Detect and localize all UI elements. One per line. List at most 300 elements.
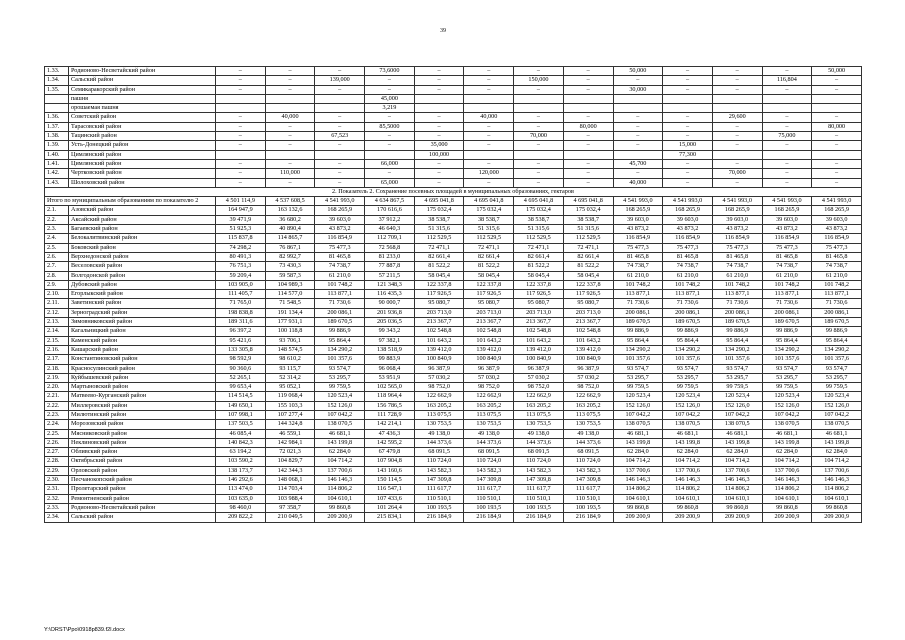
- row-number: 2.11.: [45, 299, 69, 308]
- value-cell: –: [216, 178, 266, 187]
- value-cell: –: [712, 67, 762, 76]
- value-cell: 95 080,7: [514, 299, 564, 308]
- value-cell: –: [762, 178, 812, 187]
- value-cell: –: [216, 76, 266, 85]
- value-cell: –: [762, 159, 812, 168]
- value-cell: 200 086,1: [663, 308, 713, 317]
- value-cell: 103 905,0: [216, 280, 266, 289]
- value-cell: 120 523,4: [762, 392, 812, 401]
- value-cell: 53 295,7: [812, 373, 862, 382]
- value-cell: –: [613, 169, 663, 178]
- value-cell: 96 387,9: [563, 364, 613, 373]
- value-cell: 144 373,6: [414, 438, 464, 447]
- district-name: Пролетарский район: [69, 485, 216, 494]
- table-row: [45, 113, 862, 122]
- table-row: [45, 76, 862, 85]
- value-cell: –: [613, 76, 663, 85]
- district-name: Зерноградский район: [69, 308, 216, 317]
- value-cell: 80,000: [563, 122, 613, 131]
- value-cell: 75,000: [762, 132, 812, 141]
- district-name: Морозовский район: [69, 420, 216, 429]
- value-cell: 50,000: [812, 67, 862, 76]
- value-cell: 98 752,0: [514, 383, 564, 392]
- row-number: 2.1.: [45, 206, 69, 215]
- value-cell: 134 290,2: [663, 345, 713, 354]
- value-cell: 99 886,9: [663, 327, 713, 336]
- value-cell: 75 477,3: [712, 243, 762, 252]
- value-cell: 143 199,8: [762, 438, 812, 447]
- table-row: [45, 513, 862, 522]
- value-cell: 46 085,4: [216, 429, 266, 438]
- value-cell: –: [464, 122, 514, 131]
- value-cell: 95 080,7: [464, 299, 514, 308]
- value-cell: [613, 94, 663, 103]
- value-cell: 113 877,1: [712, 290, 762, 299]
- value-cell: –: [762, 141, 812, 150]
- value-cell: –: [265, 122, 315, 131]
- value-cell: 93 574,7: [762, 364, 812, 373]
- value-cell: 49 138,0: [514, 429, 564, 438]
- value-cell: 121 348,3: [365, 280, 415, 289]
- value-cell: 70,000: [514, 132, 564, 141]
- data-table: [44, 66, 862, 523]
- value-cell: 113 075,5: [514, 410, 564, 419]
- value-cell: 62 284,0: [315, 448, 365, 457]
- row-number: 1.40.: [45, 150, 69, 159]
- value-cell: 61 210,0: [663, 271, 713, 280]
- value-cell: 111 617,7: [563, 485, 613, 494]
- value-cell: 144 373,6: [464, 438, 514, 447]
- value-cell: 62 284,0: [663, 448, 713, 457]
- value-cell: 148 068,1: [265, 476, 315, 485]
- value-cell: 75 477,3: [812, 243, 862, 252]
- value-cell: 39 603,0: [812, 215, 862, 224]
- value-cell: –: [563, 141, 613, 150]
- value-cell: –: [762, 113, 812, 122]
- value-cell: 142 984,1: [265, 438, 315, 447]
- value-cell: –: [365, 113, 415, 122]
- value-cell: 104 714,2: [663, 457, 713, 466]
- value-cell: 95 421,6: [216, 336, 266, 345]
- table-row: [45, 345, 862, 354]
- value-cell: 139 412,0: [464, 345, 514, 354]
- row-number: [45, 94, 69, 103]
- value-cell: 163 205,2: [514, 401, 564, 410]
- value-cell: 137 700,6: [712, 466, 762, 475]
- value-cell: 107 042,2: [613, 410, 663, 419]
- value-cell: –: [812, 141, 862, 150]
- value-cell: 113 075,5: [464, 410, 514, 419]
- value-cell: –: [265, 67, 315, 76]
- value-cell: 152 126,0: [712, 401, 762, 410]
- value-cell: [663, 94, 713, 103]
- value-cell: 143 582,3: [414, 466, 464, 475]
- value-cell: 112 529,5: [414, 234, 464, 243]
- value-cell: 70,000: [712, 169, 762, 178]
- value-cell: 116 854,9: [613, 234, 663, 243]
- value-cell: 99 860,8: [762, 503, 812, 512]
- total-value: 4 501 114,9: [216, 197, 266, 206]
- value-cell: 175 032,4: [464, 206, 514, 215]
- value-cell: [663, 104, 713, 113]
- value-cell: 120,000: [464, 169, 514, 178]
- row-number: 2.10.: [45, 290, 69, 299]
- value-cell: –: [464, 178, 514, 187]
- value-cell: 95 052,1: [265, 383, 315, 392]
- total-value: 4 541 993,0: [712, 197, 762, 206]
- value-cell: 85,5000: [365, 122, 415, 131]
- value-cell: –: [663, 132, 713, 141]
- district-name: Аксайский район: [69, 215, 216, 224]
- value-cell: –: [365, 132, 415, 141]
- value-cell: 52 265,1: [216, 373, 266, 382]
- value-cell: –: [365, 76, 415, 85]
- value-cell: 57 030,2: [563, 373, 613, 382]
- value-cell: 95 864,4: [315, 336, 365, 345]
- value-cell: –: [663, 159, 713, 168]
- value-cell: 104 610,1: [812, 494, 862, 503]
- value-cell: 96 387,9: [514, 364, 564, 373]
- value-cell: 120 523,4: [613, 392, 663, 401]
- value-cell: 49 138,0: [464, 429, 514, 438]
- value-cell: 142 214,1: [365, 420, 415, 429]
- value-cell: 100 840,9: [563, 355, 613, 364]
- value-cell: –: [315, 159, 365, 168]
- value-cell: 138 518,9: [365, 345, 415, 354]
- row-number: 2.4.: [45, 234, 69, 243]
- value-cell: 95 864,4: [613, 336, 663, 345]
- value-cell: 46 681,1: [315, 429, 365, 438]
- value-cell: 209 200,9: [762, 513, 812, 522]
- value-cell: 198 838,8: [216, 308, 266, 317]
- value-cell: [812, 150, 862, 159]
- value-cell: 122 662,9: [514, 392, 564, 401]
- value-cell: [762, 94, 812, 103]
- value-cell: 177 931,1: [265, 318, 315, 327]
- value-cell: 57 030,2: [464, 373, 514, 382]
- value-cell: 98 460,0: [216, 503, 266, 512]
- value-cell: 62 284,0: [613, 448, 663, 457]
- value-cell: 122 337,8: [563, 280, 613, 289]
- value-cell: 57 030,2: [514, 373, 564, 382]
- value-cell: 147 309,8: [414, 476, 464, 485]
- value-cell: –: [414, 122, 464, 131]
- value-cell: 138 173,7: [216, 466, 266, 475]
- table-row: [45, 290, 862, 299]
- value-cell: –: [464, 141, 514, 150]
- row-number: 2.8.: [45, 271, 69, 280]
- value-cell: 93 574,7: [315, 364, 365, 373]
- value-cell: 143 199,8: [812, 438, 862, 447]
- value-cell: 80,000: [812, 122, 862, 131]
- district-name: Кашарский район: [69, 345, 216, 354]
- row-number: 2.15.: [45, 336, 69, 345]
- value-cell: [464, 150, 514, 159]
- value-cell: 122 662,9: [464, 392, 514, 401]
- value-cell: –: [315, 178, 365, 187]
- value-cell: –: [464, 132, 514, 141]
- value-cell: 93 706,1: [265, 336, 315, 345]
- value-cell: 152 126,0: [663, 401, 713, 410]
- value-cell: 113 877,1: [663, 290, 713, 299]
- table-row: [45, 280, 862, 289]
- row-number: 1.43.: [45, 178, 69, 187]
- value-cell: 101 748,2: [812, 280, 862, 289]
- value-cell: 200 086,1: [712, 308, 762, 317]
- value-cell: 99 343,2: [365, 327, 415, 336]
- value-cell: 113 075,5: [563, 410, 613, 419]
- value-cell: 95 864,4: [712, 336, 762, 345]
- value-cell: 74 738,7: [712, 262, 762, 271]
- value-cell: [315, 94, 365, 103]
- value-cell: 203 713,0: [514, 308, 564, 317]
- value-cell: 72 471,1: [563, 243, 613, 252]
- value-cell: 99 759,5: [812, 383, 862, 392]
- value-cell: 137 700,6: [613, 466, 663, 475]
- table-row: [45, 85, 862, 94]
- value-cell: 143 199,8: [663, 438, 713, 447]
- total-value: 4 695 041,8: [414, 197, 464, 206]
- value-cell: 47 436,3: [365, 429, 415, 438]
- value-cell: 110 510,1: [414, 494, 464, 503]
- value-cell: 152 126,0: [315, 401, 365, 410]
- value-cell: 107 042,2: [712, 410, 762, 419]
- value-cell: 81 465,8: [812, 252, 862, 261]
- district-name: Заветинский район: [69, 299, 216, 308]
- value-cell: 111 617,7: [414, 485, 464, 494]
- value-cell: 143 199,8: [613, 438, 663, 447]
- value-cell: 53 295,7: [762, 373, 812, 382]
- row-number: 2.29.: [45, 466, 69, 475]
- row-number: 2.2.: [45, 215, 69, 224]
- value-cell: 138 070,5: [613, 420, 663, 429]
- value-cell: –: [216, 67, 266, 76]
- value-cell: 53 295,7: [613, 373, 663, 382]
- table-row: [45, 438, 862, 447]
- table-row: [45, 410, 862, 419]
- value-cell: –: [812, 159, 862, 168]
- value-cell: 61 210,0: [812, 271, 862, 280]
- value-cell: 137 700,6: [663, 466, 713, 475]
- value-cell: 90 000,7: [365, 299, 415, 308]
- value-cell: 98 752,0: [414, 383, 464, 392]
- value-cell: 61 210,0: [613, 271, 663, 280]
- value-cell: 175 032,4: [514, 206, 564, 215]
- value-cell: 191 134,4: [265, 308, 315, 317]
- value-cell: [265, 150, 315, 159]
- value-cell: [712, 94, 762, 103]
- value-cell: 168 265,9: [712, 206, 762, 215]
- table-row: [45, 271, 862, 280]
- value-cell: 99 886,9: [712, 327, 762, 336]
- row-number: 2.32.: [45, 494, 69, 503]
- value-cell: 71 730,6: [812, 299, 862, 308]
- value-cell: –: [414, 132, 464, 141]
- value-cell: [812, 94, 862, 103]
- value-cell: 104 714,2: [315, 457, 365, 466]
- value-cell: 107 042,2: [663, 410, 713, 419]
- value-cell: 114 806,2: [712, 485, 762, 494]
- value-cell: 200 086,1: [812, 308, 862, 317]
- value-cell: 143 582,3: [563, 466, 613, 475]
- value-cell: [265, 104, 315, 113]
- table-row: [45, 420, 862, 429]
- value-cell: 71 765,0: [216, 299, 266, 308]
- value-cell: 30,000: [613, 85, 663, 94]
- value-cell: 110 724,0: [514, 457, 564, 466]
- value-cell: 39 603,0: [712, 215, 762, 224]
- value-cell: 107 042,2: [315, 410, 365, 419]
- value-cell: 3,219: [365, 104, 415, 113]
- value-cell: 100 118,8: [265, 327, 315, 336]
- value-cell: 102 548,8: [414, 327, 464, 336]
- table-row: [45, 336, 862, 345]
- value-cell: 144 373,6: [514, 438, 564, 447]
- row-number: 2.22.: [45, 401, 69, 410]
- district-name: Мартыновский район: [69, 383, 216, 392]
- district-name: Азовский район: [69, 206, 216, 215]
- total-value: 4 634 867,5: [365, 197, 415, 206]
- value-cell: 168 265,9: [762, 206, 812, 215]
- value-cell: 35,000: [414, 141, 464, 150]
- value-cell: 76 751,3: [216, 262, 266, 271]
- value-cell: –: [762, 67, 812, 76]
- value-cell: 45,700: [613, 159, 663, 168]
- value-cell: 120 523,4: [812, 392, 862, 401]
- value-cell: –: [712, 159, 762, 168]
- value-cell: 49 138,0: [563, 429, 613, 438]
- table-row: [45, 308, 862, 317]
- value-cell: 139 412,0: [563, 345, 613, 354]
- value-cell: –: [563, 67, 613, 76]
- value-cell: 95 864,4: [663, 336, 713, 345]
- value-cell: 189 670,5: [812, 318, 862, 327]
- value-cell: 101 643,2: [563, 336, 613, 345]
- value-cell: [762, 104, 812, 113]
- value-cell: –: [265, 159, 315, 168]
- value-cell: 114 806,2: [315, 485, 365, 494]
- value-cell: 209 200,9: [812, 513, 862, 522]
- total-value: 4 541 993,0: [613, 197, 663, 206]
- value-cell: 81 522,2: [464, 262, 514, 271]
- value-cell: 72 021,3: [265, 448, 315, 457]
- value-cell: 38 538,7: [563, 215, 613, 224]
- section-title: 2. Показатель 2. Сохранение посевных площадей в муниципальных образованиях, гектаров: [45, 187, 862, 196]
- value-cell: 45,000: [365, 94, 415, 103]
- district-name: Семикаракорский район: [69, 85, 216, 94]
- total-value: 4 695 041,8: [514, 197, 564, 206]
- value-cell: 97 382,1: [365, 336, 415, 345]
- value-cell: 99 886,9: [762, 327, 812, 336]
- value-cell: 104 610,1: [663, 494, 713, 503]
- value-cell: 93 574,7: [712, 364, 762, 373]
- section-title-row: [45, 187, 862, 196]
- district-name: Егорлыкский район: [69, 290, 216, 299]
- value-cell: –: [414, 67, 464, 76]
- value-cell: 36 680,2: [265, 215, 315, 224]
- value-cell: [464, 94, 514, 103]
- value-cell: 104 610,1: [613, 494, 663, 503]
- value-cell: 130 753,5: [563, 420, 613, 429]
- row-number: 2.19.: [45, 373, 69, 382]
- value-cell: 104 829,7: [265, 457, 315, 466]
- value-cell: 68 091,5: [514, 448, 564, 457]
- value-cell: 111 728,9: [365, 410, 415, 419]
- value-cell: [414, 104, 464, 113]
- district-name: Ремонтненский район: [69, 494, 216, 503]
- value-cell: [365, 150, 415, 159]
- district-name: Дубовский район: [69, 280, 216, 289]
- value-cell: 57 211,5: [365, 271, 415, 280]
- value-cell: 116,804: [762, 76, 812, 85]
- value-cell: 71 730,6: [663, 299, 713, 308]
- value-cell: 148 574,5: [265, 345, 315, 354]
- value-cell: 81 465,8: [613, 252, 663, 261]
- value-cell: 189 670,5: [663, 318, 713, 327]
- value-cell: 150 114,5: [365, 476, 415, 485]
- value-cell: 107 433,6: [365, 494, 415, 503]
- value-cell: –: [315, 122, 365, 131]
- value-cell: 100 193,5: [563, 503, 613, 512]
- value-cell: 111 617,7: [514, 485, 564, 494]
- table-row: [45, 485, 862, 494]
- value-cell: 100 840,9: [414, 355, 464, 364]
- value-cell: 163 205,2: [563, 401, 613, 410]
- value-cell: 175 032,4: [563, 206, 613, 215]
- value-cell: 122 337,8: [414, 280, 464, 289]
- table-row: [45, 150, 862, 159]
- value-cell: 122 337,8: [464, 280, 514, 289]
- value-cell: –: [315, 113, 365, 122]
- value-cell: 75 477,3: [613, 243, 663, 252]
- value-cell: 101 643,2: [514, 336, 564, 345]
- value-cell: 74 738,7: [812, 262, 862, 271]
- value-cell: 110 724,0: [563, 457, 613, 466]
- value-cell: 112 529,5: [563, 234, 613, 243]
- table-row: [45, 401, 862, 410]
- value-cell: 99 860,8: [315, 503, 365, 512]
- value-cell: –: [812, 178, 862, 187]
- value-cell: 134 290,2: [762, 345, 812, 354]
- value-cell: 119 068,4: [265, 392, 315, 401]
- value-cell: 96 387,9: [464, 364, 514, 373]
- value-cell: 134 290,2: [315, 345, 365, 354]
- value-cell: 163 205,2: [464, 401, 514, 410]
- value-cell: 114 703,4: [265, 485, 315, 494]
- value-cell: 114 806,2: [762, 485, 812, 494]
- value-cell: 99 759,5: [315, 383, 365, 392]
- value-cell: 116 547,1: [365, 485, 415, 494]
- table-row: [45, 503, 862, 512]
- value-cell: 46 559,1: [265, 429, 315, 438]
- total-label: Итого по муниципальным образованиям по показателю 2: [45, 197, 216, 206]
- value-cell: 74 738,7: [315, 262, 365, 271]
- value-cell: –: [712, 85, 762, 94]
- district-name: Веселовский район: [69, 262, 216, 271]
- value-cell: 46 681,1: [663, 429, 713, 438]
- value-cell: 99 860,8: [613, 503, 663, 512]
- value-cell: 101 357,6: [613, 355, 663, 364]
- value-cell: 39 603,0: [613, 215, 663, 224]
- value-cell: 101 748,2: [762, 280, 812, 289]
- value-cell: –: [414, 76, 464, 85]
- table-row: [45, 243, 862, 252]
- value-cell: [216, 94, 266, 103]
- table-row: [45, 262, 862, 271]
- value-cell: 203 713,0: [414, 308, 464, 317]
- value-cell: 97 358,7: [265, 503, 315, 512]
- table-row: [45, 476, 862, 485]
